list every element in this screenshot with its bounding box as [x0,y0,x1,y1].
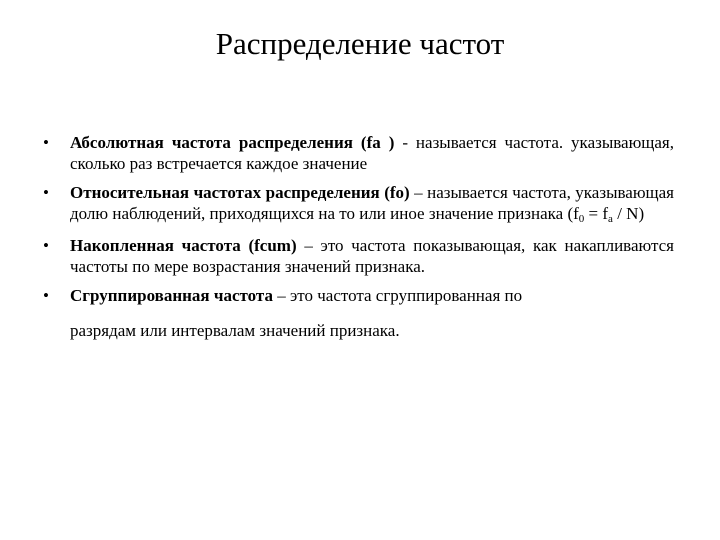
bullet-icon: • [43,183,49,202]
formula-subscript: 0 [578,213,585,225]
list-item-relative-frequency [43,182,674,227]
definition-text [70,286,522,305]
bullet-icon: • [43,236,49,255]
list-item-cumulative-frequency [43,235,674,277]
definition-text [70,183,674,223]
definition-body: – это частота показывающая, как накапливаются частоты по мере возрастания значений признака. [70,236,674,276]
bullet-icon: • [43,286,49,305]
formula-subscript: a [608,213,613,225]
term: Сгруппированная частота [70,286,273,305]
definition-body: – называется частота, указывающая долю наблюдений, приходящихся на то или иное значение признака (f [70,183,674,223]
definition-text [70,236,674,276]
term: Относительная частотах распределения (fo) [70,183,410,202]
definition-text [70,133,674,173]
term: Накопленная частота (fcum) [70,236,297,255]
slide-title: Распределение частот [215,26,505,61]
definition-list [43,132,674,349]
definition-body: – это частота сгруппированная по [272,286,523,305]
definition-continuation: разрядам или интервалам значений признака. [70,321,400,340]
formula-part: / N) [612,204,645,223]
term: Абсолютная частота распределения (fa ) [70,133,395,152]
formula-part: = f [584,204,609,223]
list-item-absolute-frequency [43,132,674,174]
definition-body: - называется частота. указывающая, сколько раз встречается каждое значение [70,133,674,173]
bullet-icon: • [43,133,49,152]
list-item-grouped-frequency [43,285,674,341]
